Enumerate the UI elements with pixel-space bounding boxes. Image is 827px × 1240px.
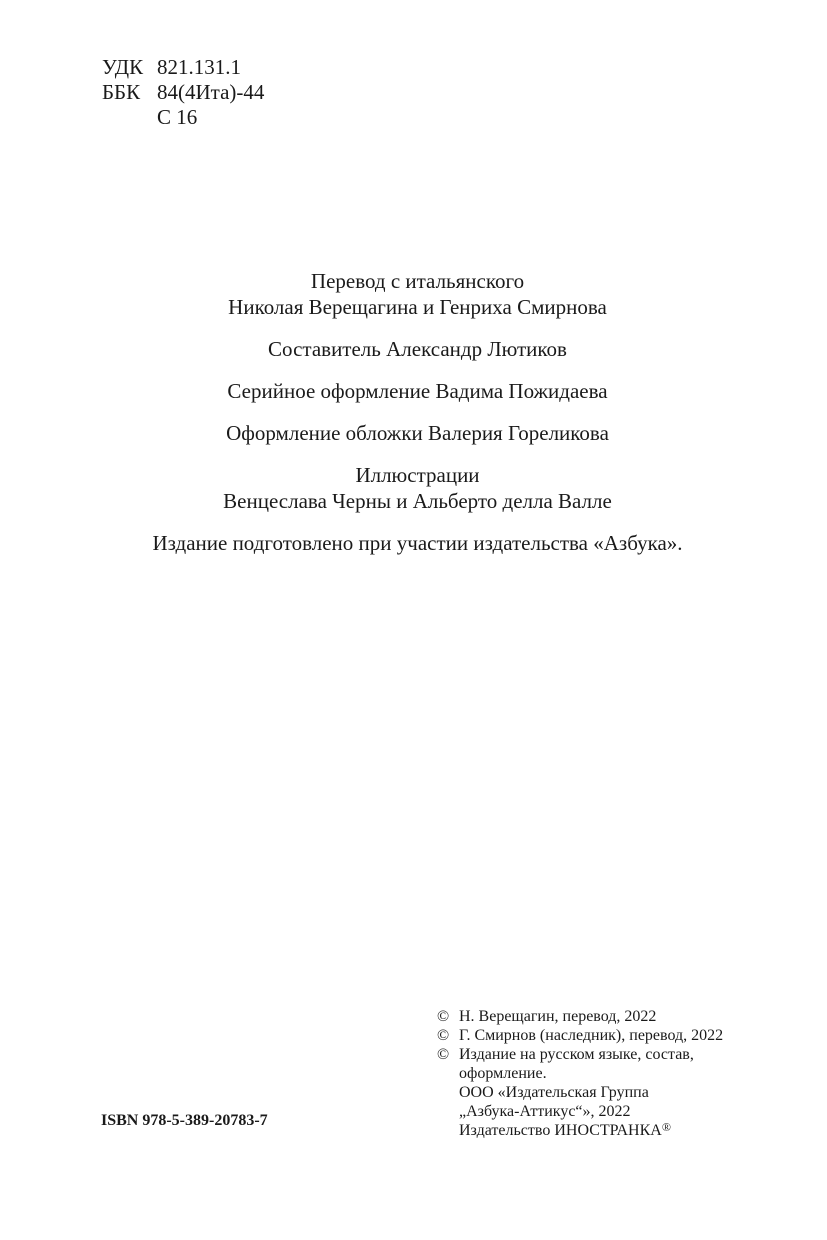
illustrations-line-1: Иллюстрации <box>355 463 480 487</box>
copyright-text-2: Г. Смирнов (наследник), перевод, 2022 <box>459 1027 724 1044</box>
udk-value: 821.131.1 <box>157 55 241 79</box>
copyright-text-1: Н. Верещагин, перевод, 2022 <box>459 1008 657 1025</box>
illustrations-credit <box>0 462 827 514</box>
author-mark: С 16 <box>157 105 198 129</box>
edition-note <box>0 530 827 556</box>
copyright-text-3d: „Азбука-Аттикус“», 2022 <box>459 1103 631 1120</box>
translation-line-2: Николая Верещагина и Генриха Смирнова <box>228 295 607 319</box>
bbk-row <box>102 80 264 105</box>
copyright-line-1 <box>437 1007 723 1026</box>
publisher-line <box>437 1121 723 1140</box>
translation-line-1: Перевод с итальянского <box>310 269 525 293</box>
copyright-symbol: © <box>437 1046 450 1063</box>
compiler-line: Составитель Александр Лютиков <box>268 337 567 361</box>
series-design-line: Серийное оформление Вадима Пожидаева <box>227 379 608 403</box>
bbk-label: ББК <box>102 80 141 104</box>
copyright-symbol: © <box>437 1008 450 1025</box>
udk-row <box>102 55 264 80</box>
copyright-block <box>437 1007 723 1140</box>
copyright-text-3e: Издательство ИНОСТРАНКА <box>459 1122 662 1139</box>
cover-design-credit <box>0 420 827 446</box>
edition-note-line: Издание подготовлено при участии издательства «Азбука». <box>152 531 683 555</box>
series-design-credit <box>0 378 827 404</box>
copyright-text-3b: оформление. <box>459 1065 547 1082</box>
illustrations-line-2: Венцеслава Черны и Альберто делла Валле <box>223 489 612 513</box>
credits-block <box>0 268 827 572</box>
compiler-credit <box>0 336 827 362</box>
bbk-value: 84(4Ита)-44 <box>157 80 265 104</box>
isbn: ISBN 978-5-389-20783-7 <box>101 1112 268 1129</box>
udk-label: УДК <box>102 55 144 79</box>
cover-design-line: Оформление обложки Валерия Гореликова <box>226 421 609 445</box>
copyright-line-2 <box>437 1026 723 1045</box>
registered-mark: ® <box>661 1120 671 1134</box>
copyright-text-3a: Издание на русском языке, состав, <box>459 1046 694 1063</box>
translation-credit <box>0 268 827 320</box>
copyright-text-3c: ООО «Издательская Группа <box>459 1084 649 1101</box>
copyright-symbol: © <box>437 1027 450 1044</box>
copyright-line-3 <box>437 1045 723 1064</box>
classification-block <box>102 55 264 130</box>
